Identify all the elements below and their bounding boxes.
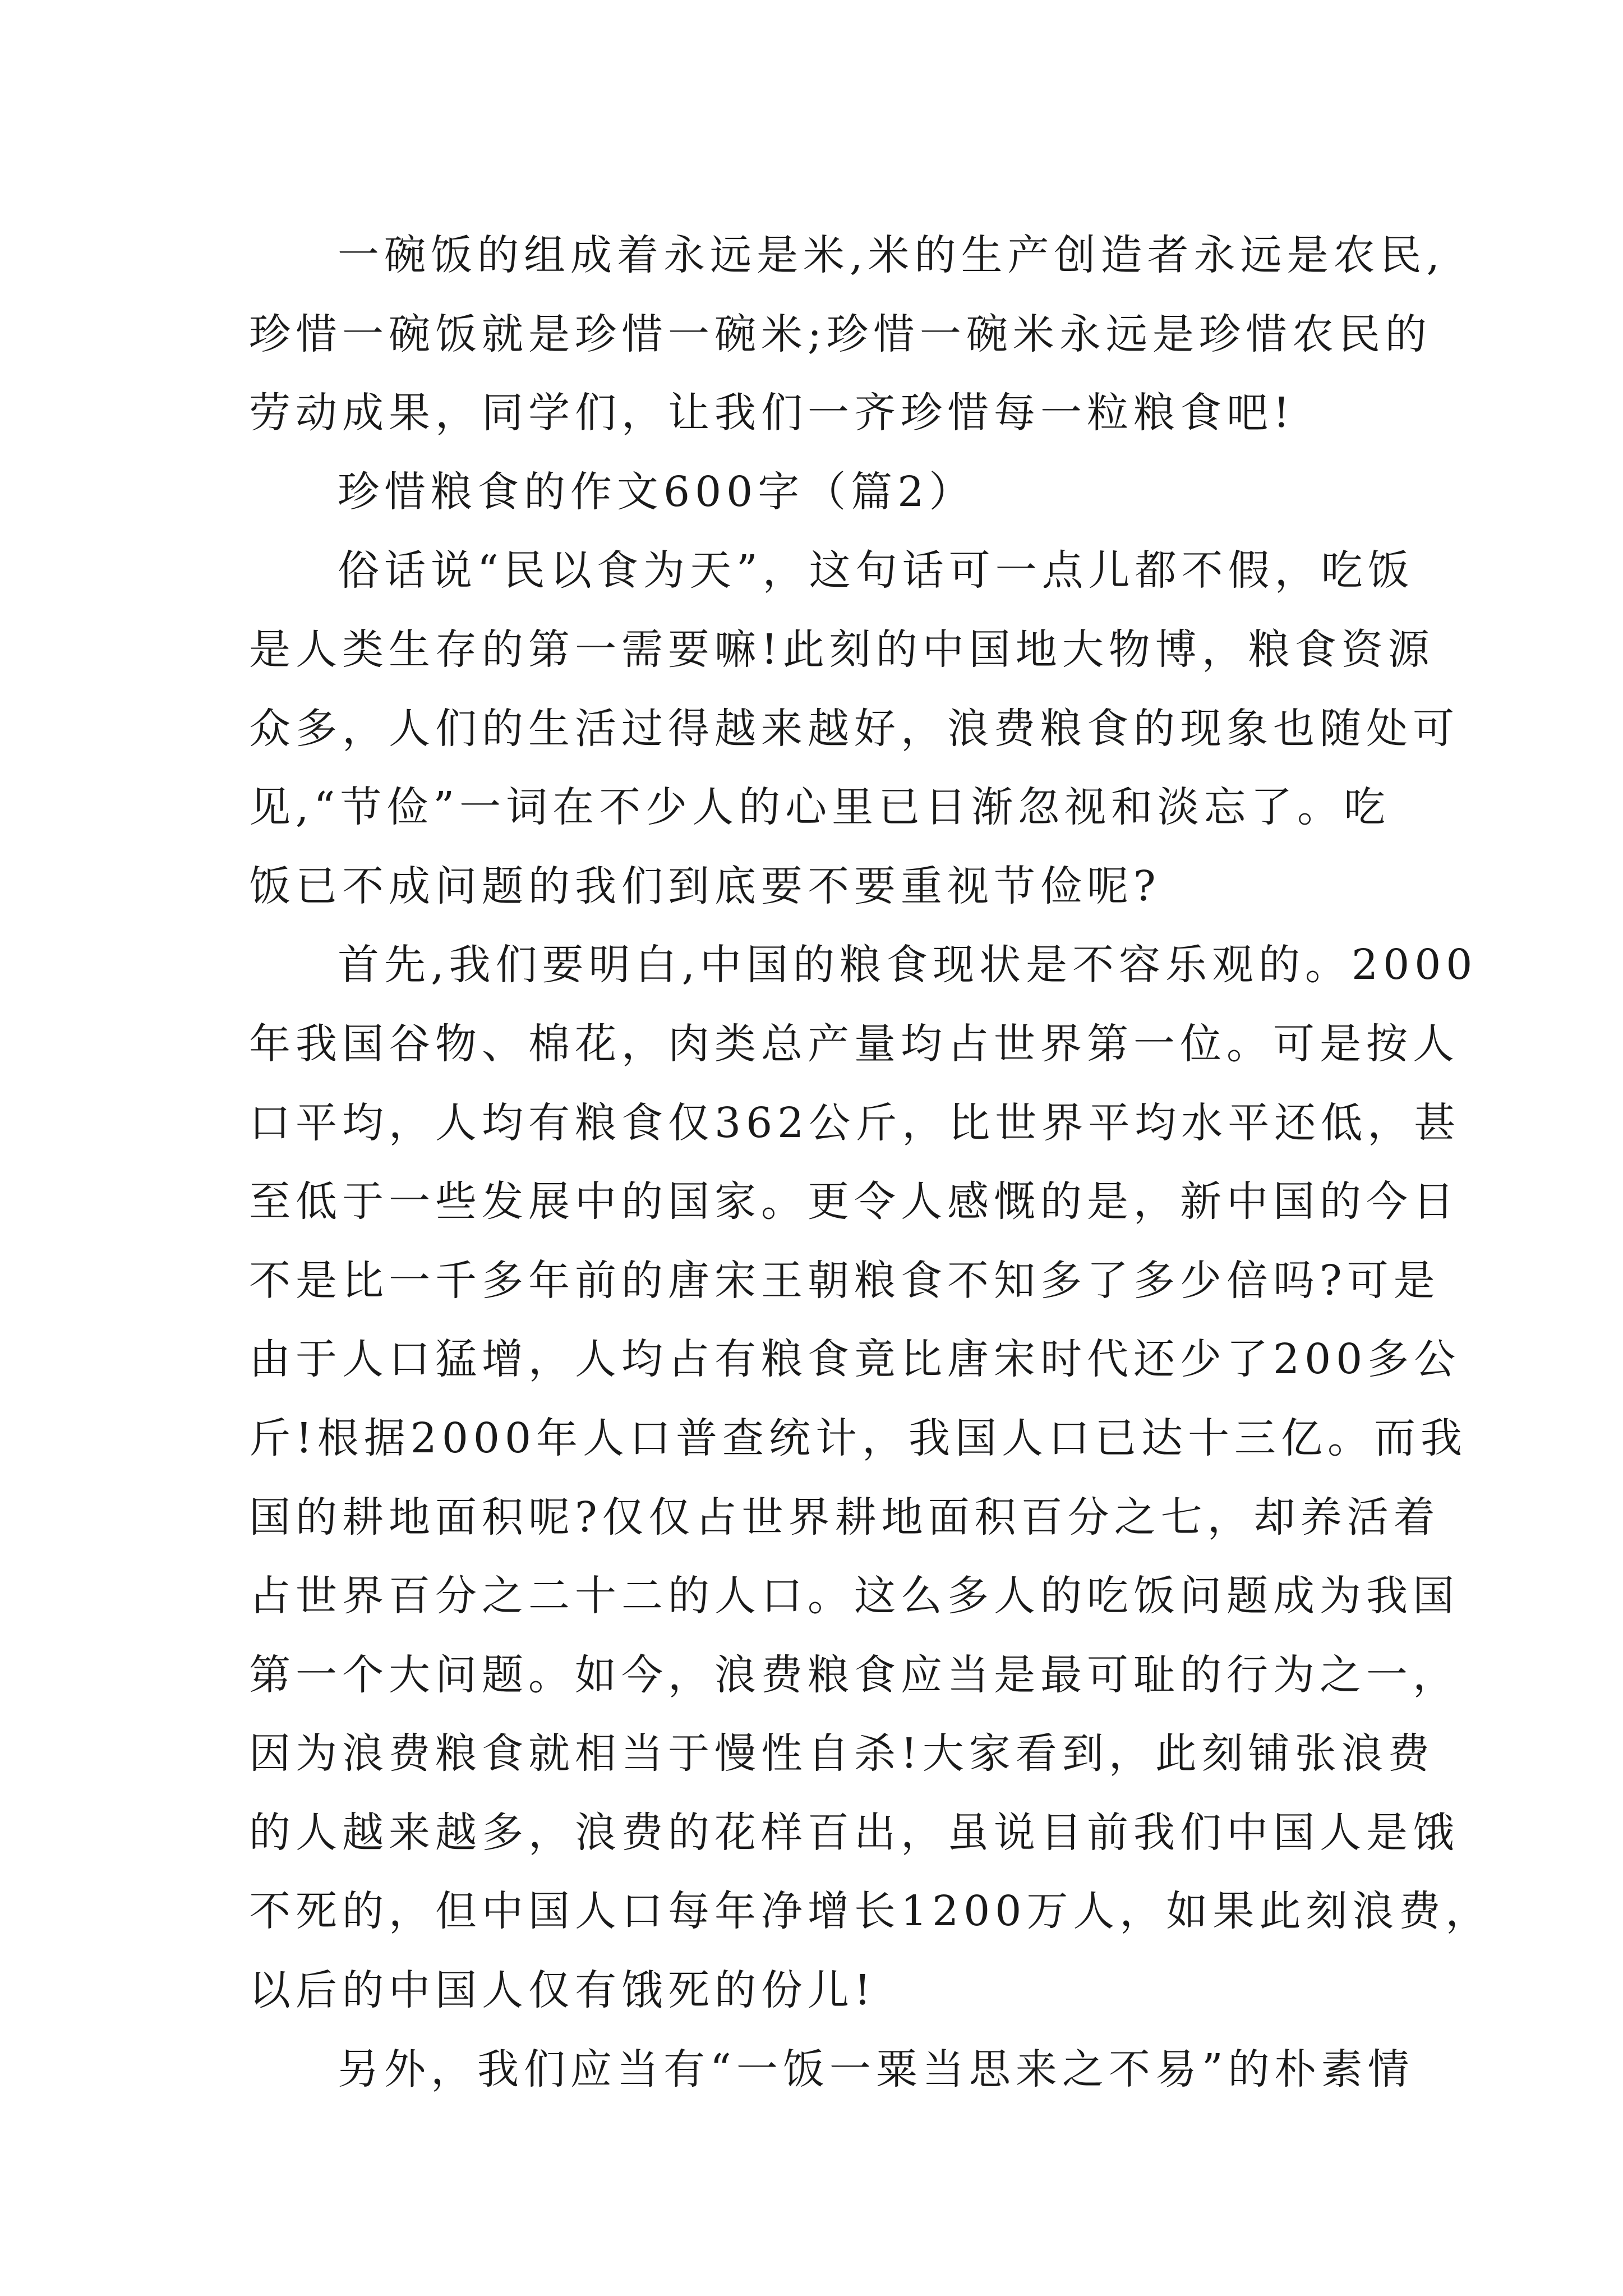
text-line: 珍惜一碗饭就是珍惜一碗米;珍惜一碗米永远是珍惜农民的 (249, 310, 1432, 358)
text-line: 因为浪费粮食就相当于慢性自杀!大家看到，此刻铺张浪费 (249, 1729, 1435, 1778)
text-line: 年我国谷物、棉花，肉类总产量均占世界第一位。可是按人 (249, 1019, 1459, 1068)
text-line: 斤!根据2000年人口普查统计，我国人口已达十三亿。而我 (249, 1414, 1468, 1462)
text-line: 的人越来越多，浪费的花样百出，虽说目前我们中国人是饿 (249, 1808, 1459, 1857)
text-line: 劳动成果，同学们，让我们一齐珍惜每一粒粮食吧! (249, 389, 1295, 438)
text-line: 饭已不成问题的我们到底要不要重视节俭呢? (249, 862, 1161, 910)
text-line: 以后的中国人仅有饿死的份儿! (249, 1966, 876, 2015)
text-line: 俗话说“民以食为天”，这句话可一点儿都不假，吃饭 (338, 546, 1414, 595)
text-line: 另外，我们应当有“一饭一粟当思来之不易”的朴素情 (338, 2045, 1414, 2093)
text-line: 见,“节俭”一词在不少人的心里已日渐忽视和淡忘了。吃 (249, 783, 1391, 832)
text-line: 一碗饭的组成着永远是米,米的生产创造者永远是农民, (338, 231, 1445, 279)
text-line: 首先,我们要明白,中国的粮食现状是不容乐观的。2000 (338, 941, 1478, 990)
section-heading: 珍惜粮食的作文600字（篇2） (338, 467, 976, 516)
text-line: 是人类生存的第一需要嘛!此刻的中国地大物博，粮食资源 (249, 625, 1435, 674)
text-line: 口平均，人均有粮食仅362公斤，比世界平均水平还低，甚 (249, 1098, 1461, 1147)
text-line: 占世界百分之二十二的人口。这么多人的吃饭问题成为我国 (249, 1572, 1459, 1621)
text-line: 众多，人们的生活过得越来越好，浪费粮食的现象也随处可 (249, 704, 1459, 753)
essay-body (249, 216, 1492, 2109)
text-line: 国的耕地面积呢?仅仅占世界耕地面积百分之七，却养活着 (249, 1493, 1440, 1542)
text-line: 由于人口猛增，人均占有粮食竟比唐宋时代还少了200多公 (249, 1335, 1461, 1384)
text-line: 第一个大问题。如今，浪费粮食应当是最可耻的行为之一， (249, 1650, 1459, 1699)
text-line: 不死的，但中国人口每年净增长1200万人，如果此刻浪费， (249, 1887, 1492, 1936)
text-line: 至低于一些发展中的国家。更令人感慨的是，新中国的今日 (249, 1177, 1459, 1226)
text-line: 不是比一千多年前的唐宋王朝粮食不知多了多少倍吗?可是 (249, 1256, 1440, 1305)
